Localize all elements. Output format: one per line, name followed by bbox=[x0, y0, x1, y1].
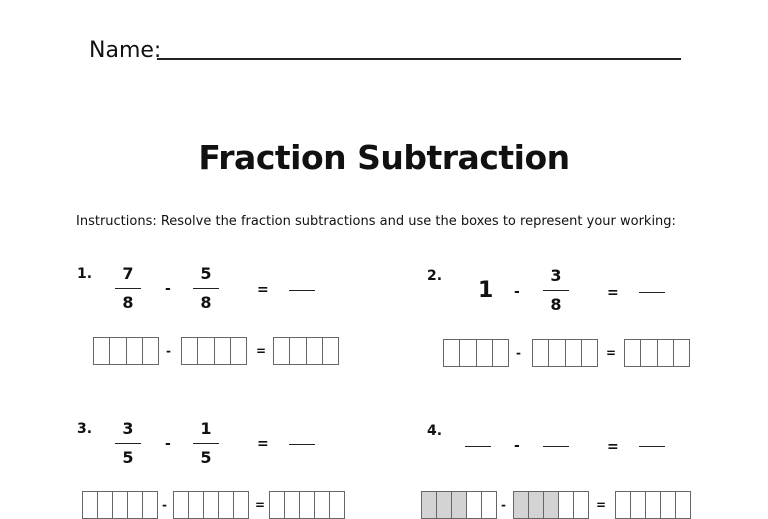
box-cell[interactable] bbox=[658, 339, 674, 367]
minus-sign: - bbox=[162, 498, 167, 512]
answer-blank[interactable] bbox=[465, 446, 491, 447]
fraction-box bbox=[173, 491, 249, 519]
box-cell[interactable] bbox=[330, 491, 345, 519]
box-cell[interactable] bbox=[143, 337, 159, 365]
name-field[interactable] bbox=[157, 58, 681, 60]
box-cell[interactable] bbox=[467, 491, 482, 519]
box-cell[interactable] bbox=[574, 491, 589, 519]
minus-sign: - bbox=[516, 346, 521, 360]
problem-number: 1. bbox=[77, 266, 93, 282]
equals-sign: = bbox=[256, 344, 267, 358]
box-cell[interactable] bbox=[549, 339, 565, 367]
box-cell[interactable] bbox=[234, 491, 249, 519]
minus-sign: - bbox=[166, 344, 171, 358]
numerator: 3 bbox=[550, 266, 562, 285]
equals-sign: = bbox=[607, 439, 619, 455]
numerator: 7 bbox=[122, 264, 134, 283]
box-cell[interactable] bbox=[219, 491, 234, 519]
box-cell[interactable] bbox=[269, 491, 285, 519]
box-cell[interactable] bbox=[98, 491, 113, 519]
numerator: 3 bbox=[122, 419, 134, 438]
equals-sign: = bbox=[596, 498, 607, 512]
box-cell[interactable] bbox=[127, 337, 143, 365]
box-cell[interactable] bbox=[676, 491, 691, 519]
equals-sign: = bbox=[255, 498, 266, 512]
box-cell[interactable] bbox=[624, 339, 641, 367]
box-cell[interactable] bbox=[631, 491, 646, 519]
fraction-bar bbox=[193, 443, 219, 444]
equals-sign: = bbox=[607, 285, 619, 301]
fraction-box bbox=[443, 339, 509, 367]
shaded-cell[interactable] bbox=[513, 491, 529, 519]
denominator: 8 bbox=[550, 295, 562, 314]
box-cell[interactable] bbox=[493, 339, 509, 367]
box-cell[interactable] bbox=[173, 491, 189, 519]
shaded-cell[interactable] bbox=[452, 491, 467, 519]
shaded-cell[interactable] bbox=[529, 491, 544, 519]
box-cell[interactable] bbox=[460, 339, 476, 367]
box-cell[interactable] bbox=[189, 491, 204, 519]
box-cell[interactable] bbox=[532, 339, 549, 367]
fraction-box bbox=[624, 339, 690, 367]
fraction-box bbox=[269, 491, 345, 519]
box-cell[interactable] bbox=[559, 491, 574, 519]
shaded-cell[interactable] bbox=[437, 491, 452, 519]
fraction-bar bbox=[115, 288, 141, 289]
minus-sign: - bbox=[165, 436, 171, 452]
minus-sign: - bbox=[514, 438, 520, 454]
box-cell[interactable] bbox=[231, 337, 247, 365]
fraction-box bbox=[273, 337, 339, 365]
answer-blank[interactable] bbox=[543, 446, 569, 447]
box-cell[interactable] bbox=[300, 491, 315, 519]
box-cell[interactable] bbox=[215, 337, 231, 365]
box-cell[interactable] bbox=[674, 339, 690, 367]
box-cell[interactable] bbox=[482, 491, 497, 519]
box-cell[interactable] bbox=[290, 337, 306, 365]
fraction-box bbox=[181, 337, 247, 365]
box-cell[interactable] bbox=[285, 491, 300, 519]
problem-number: 2. bbox=[427, 268, 443, 284]
box-cell[interactable] bbox=[646, 491, 661, 519]
fraction-b bbox=[543, 266, 569, 315]
problem-number: 3. bbox=[77, 421, 93, 437]
box-cell[interactable] bbox=[143, 491, 158, 519]
equals-sign: = bbox=[606, 346, 617, 360]
minus-sign: - bbox=[165, 281, 171, 297]
denominator: 8 bbox=[200, 293, 212, 312]
box-cell[interactable] bbox=[93, 337, 110, 365]
shaded-cell[interactable] bbox=[544, 491, 559, 519]
minus-sign: - bbox=[514, 284, 520, 300]
box-cell[interactable] bbox=[443, 339, 460, 367]
equals-sign: = bbox=[257, 436, 269, 452]
box-cell[interactable] bbox=[323, 337, 339, 365]
fraction-bar bbox=[115, 443, 141, 444]
box-cell[interactable] bbox=[315, 491, 330, 519]
answer-blank[interactable] bbox=[289, 290, 315, 291]
whole-number: 1 bbox=[478, 278, 494, 303]
fraction-box bbox=[615, 491, 691, 519]
answer-blank[interactable] bbox=[639, 446, 665, 447]
equals-sign: = bbox=[257, 282, 269, 298]
numerator: 1 bbox=[200, 419, 212, 438]
box-cell[interactable] bbox=[82, 491, 98, 519]
box-cell[interactable] bbox=[128, 491, 143, 519]
box-cell[interactable] bbox=[582, 339, 598, 367]
denominator: 5 bbox=[122, 448, 134, 467]
fraction-box bbox=[93, 337, 159, 365]
fraction-bar bbox=[543, 290, 569, 291]
box-cell[interactable] bbox=[307, 337, 323, 365]
fraction-a bbox=[115, 264, 141, 313]
fraction-b bbox=[193, 419, 219, 468]
name-label: Name: bbox=[89, 38, 162, 63]
fraction-box bbox=[82, 491, 158, 519]
answer-blank[interactable] bbox=[289, 444, 315, 445]
shaded-cell[interactable] bbox=[421, 491, 437, 519]
box-cell[interactable] bbox=[198, 337, 214, 365]
box-cell[interactable] bbox=[477, 339, 493, 367]
box-cell[interactable] bbox=[566, 339, 582, 367]
box-cell[interactable] bbox=[641, 339, 657, 367]
instructions-text: Instructions: Resolve the fraction subtractions and use the boxes to represent your working: bbox=[76, 214, 676, 229]
problem-number: 4. bbox=[427, 423, 443, 439]
fraction-a bbox=[115, 419, 141, 468]
box-cell[interactable] bbox=[204, 491, 219, 519]
denominator: 8 bbox=[122, 293, 134, 312]
box-cell[interactable] bbox=[661, 491, 676, 519]
minus-sign: - bbox=[501, 498, 506, 512]
fraction-bar bbox=[193, 288, 219, 289]
box-cell[interactable] bbox=[113, 491, 128, 519]
box-cell[interactable] bbox=[110, 337, 126, 365]
answer-blank[interactable] bbox=[639, 292, 665, 293]
numerator: 5 bbox=[200, 264, 212, 283]
box-cell[interactable] bbox=[273, 337, 290, 365]
fraction-box bbox=[532, 339, 598, 367]
box-cell[interactable] bbox=[615, 491, 631, 519]
fraction-b bbox=[193, 264, 219, 313]
fraction-box bbox=[513, 491, 589, 519]
box-cell[interactable] bbox=[181, 337, 198, 365]
fraction-box bbox=[421, 491, 497, 519]
denominator: 5 bbox=[200, 448, 212, 467]
page-title: Fraction Subtraction bbox=[198, 138, 570, 177]
